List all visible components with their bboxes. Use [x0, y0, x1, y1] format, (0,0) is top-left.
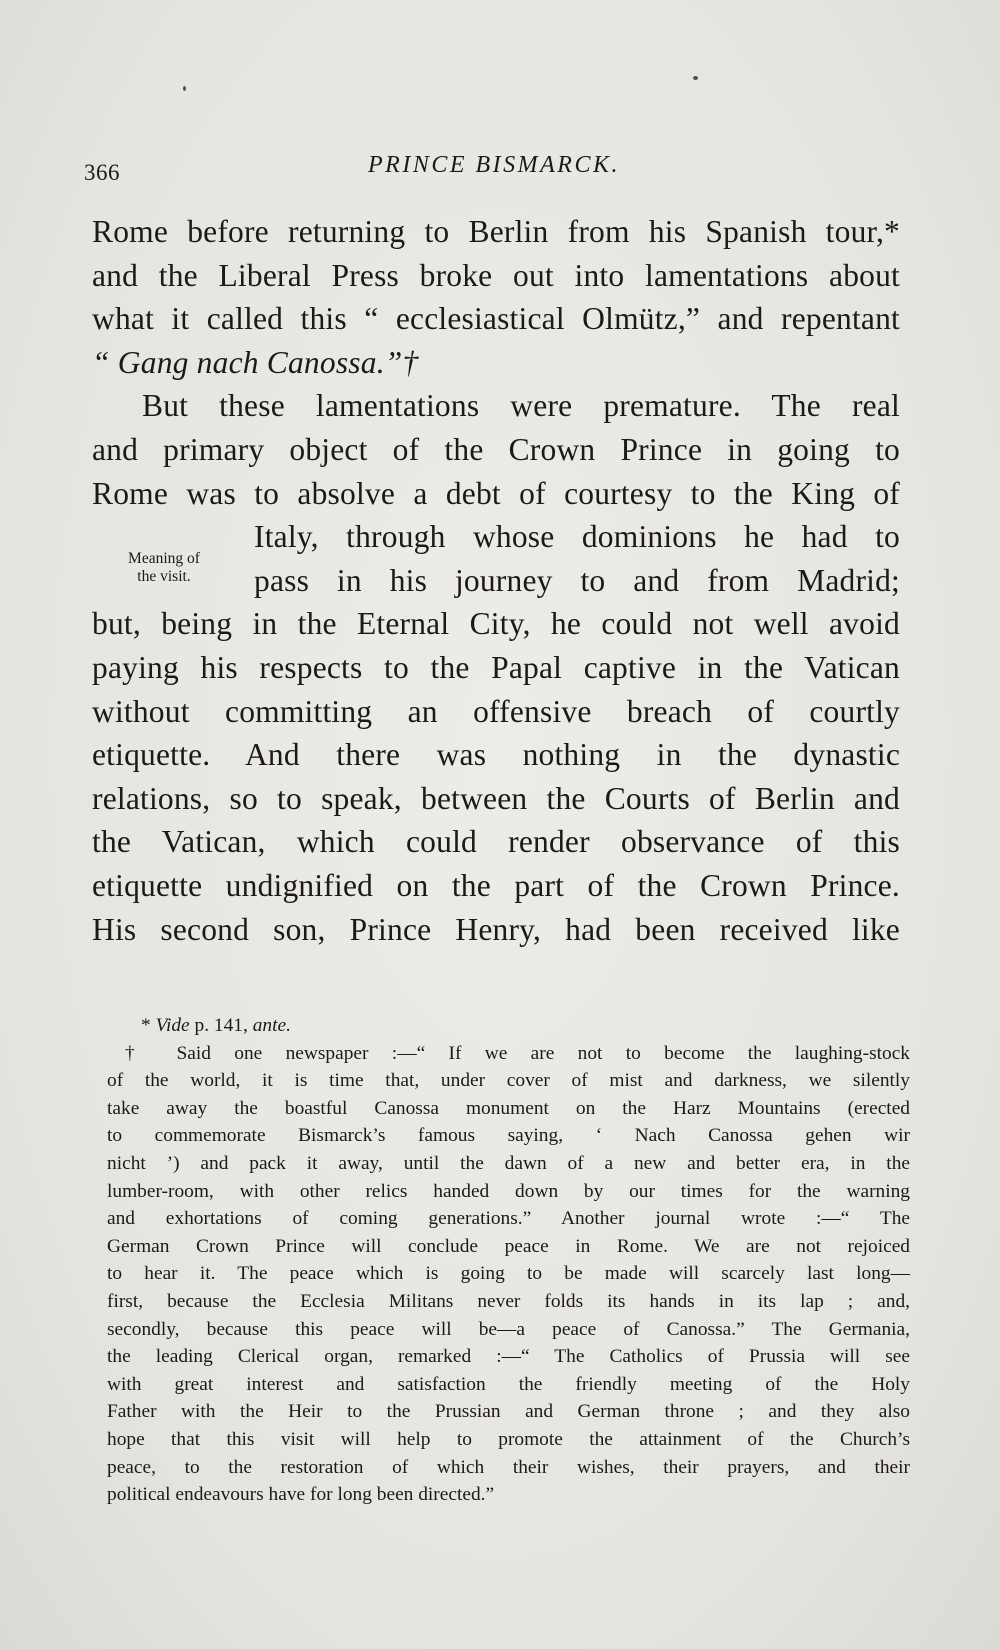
body-line: Rome was to absolve a debt of courtesy to the King of — [92, 475, 900, 511]
footnote-line: to commemorate Bismarck’s famous saying, ‘ Nach Canossa gehen wir — [107, 1125, 910, 1147]
body-line: Rome before returning to Berlin from his Spanish tour,* — [92, 214, 900, 249]
footnote-line: with great interest and satisfaction the friendly meeting of the Holy — [107, 1373, 910, 1395]
body-line: paying his respects to the Papal captive in the Vatican — [92, 649, 900, 685]
page-number: 366 — [84, 160, 120, 185]
body-line: But these lamentations were premature. The real — [142, 388, 900, 424]
body-line: without committing an offensive breach of courtly — [92, 693, 900, 729]
footnote-line: of the world, it is time that, under cover of mist and darkness, we silently — [107, 1070, 910, 1092]
body-line: etiquette. And there was nothing in the dynastic — [92, 737, 900, 773]
footnote-line: lumber-room, with other relics handed down by our times for the warning — [107, 1180, 910, 1202]
footnote-1 — [107, 1012, 910, 1040]
footnote-line: Father with the Heir to the Prussian and German throne ; and they also — [107, 1401, 910, 1423]
footnote-line: take away the boastful Canossa monument on the Harz Mountains (erected — [107, 1097, 910, 1119]
footnote-line: peace, to the restoration of which their wishes, their prayers, and their — [107, 1456, 910, 1478]
ink-speck — [183, 86, 186, 91]
body-line: but, being in the Eternal City, he could not well avoid — [92, 606, 900, 642]
body-line: Italy, through whose dominions he had to — [254, 519, 900, 555]
footnote-line: and exhortations of coming generations.” Another journal wrote :—“ The — [107, 1208, 910, 1230]
footnote-line: the leading Clerical organ, remarked :—“ The Catholics of Prussia will see — [107, 1346, 910, 1368]
body-line: pass in his journey to and from Madrid; — [254, 562, 900, 598]
margin-note-line: the visit. — [137, 568, 191, 585]
body-line: and the Liberal Press broke out into lamentations about — [92, 257, 900, 293]
footnote-marker: * — [141, 1015, 151, 1036]
body-line: “ Gang nach Canossa.”† — [92, 344, 419, 380]
body-line: relations, so to speak, between the Courts of Berlin and — [92, 780, 900, 816]
footnotes — [107, 1012, 910, 1509]
running-title: PRINCE BISMARCK. — [368, 152, 620, 178]
footnote-line: hope that this visit will help to promote the attainment of the Church’s — [107, 1428, 910, 1450]
footnote-line: † Said one newspaper :—“ If we are not to become the laughing-stock — [125, 1042, 910, 1064]
body-line: etiquette undignified on the part of the Crown Prince. — [92, 867, 900, 903]
body-line: His second son, Prince Henry, had been received like — [92, 911, 900, 947]
footnote-line: German Crown Prince will conclude peace in Rome. We are not rejoiced — [107, 1235, 910, 1257]
page-header — [84, 152, 904, 192]
body-line: the Vatican, which could render observance of this — [92, 824, 900, 860]
body-line: and primary object of the Crown Prince in going to — [92, 431, 900, 467]
footnote-italic: Vide — [155, 1015, 190, 1036]
footnote-line: secondly, because this peace will be—a peace of Canossa.” The Germania, — [107, 1318, 910, 1340]
footnote-text: p. 141, — [189, 1015, 253, 1036]
margin-note-line: Meaning of — [128, 550, 200, 567]
body-line: what it called this “ ecclesiastical Olmütz,” and repentant — [92, 301, 900, 337]
footnote-italic: ante. — [252, 1015, 291, 1036]
margin-note — [104, 550, 224, 586]
footnote-line: first, because the Ecclesia Militans never folds its hands in its lap ; and, — [107, 1290, 910, 1312]
footnote-line: nicht ’) and pack it away, until the dawn of a new and better era, in the — [107, 1152, 910, 1174]
ink-speck — [693, 76, 698, 80]
footnote-line: to hear it. The peace which is going to be made will scarcely last long— — [107, 1263, 910, 1285]
footnote-line: political endeavours have for long been directed.” — [107, 1484, 495, 1506]
